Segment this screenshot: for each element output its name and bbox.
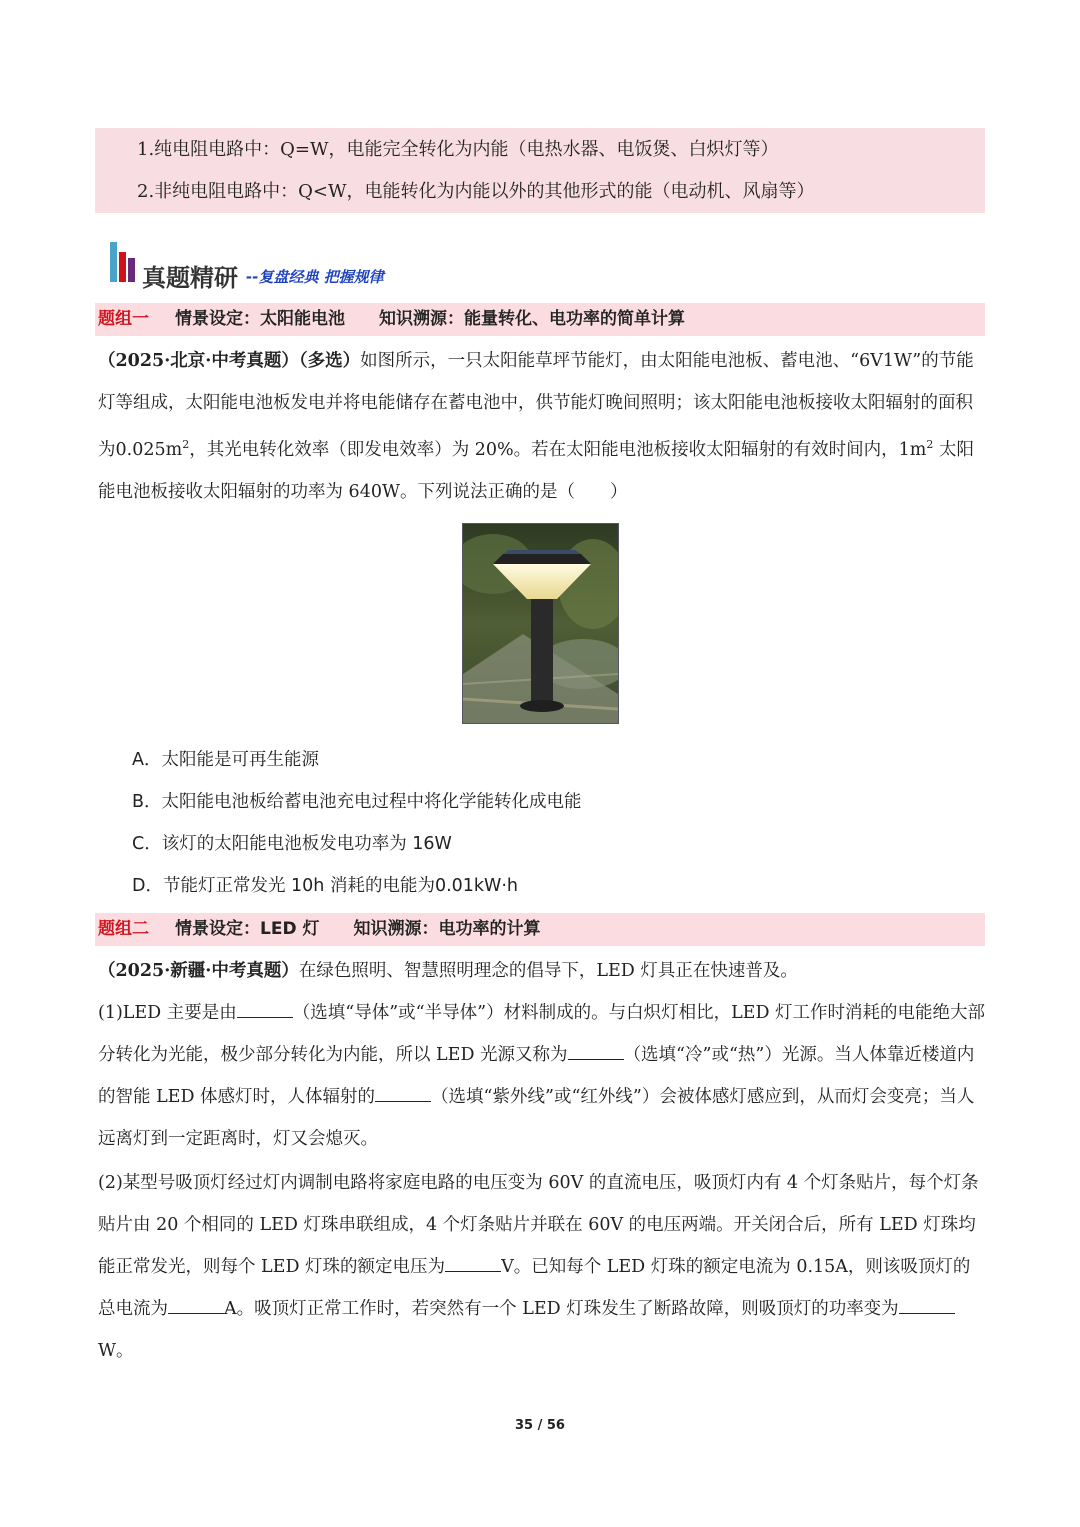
group2-intro	[98, 950, 986, 992]
summary-line-1: 1.纯电阻电路中：Q=W，电能完全转化为内能（电热水器、电饭煲、白炽灯等）	[137, 139, 779, 160]
group2-part2	[98, 1162, 986, 1372]
group1-source: （2025·北京·中考真题）（多选）	[98, 351, 361, 371]
summary-line-2: 2.非纯电阻电路中：Q<W，电能转化为内能以外的其他形式的能（电动机、风扇等）	[137, 181, 815, 202]
group2-p2-d: W。	[98, 1341, 134, 1361]
answer-blank-5[interactable]	[168, 1297, 224, 1314]
group2-source: （2025·新疆·中考真题）	[98, 961, 299, 981]
solar-lamp-photo	[462, 523, 619, 724]
group2-bar	[95, 913, 985, 946]
section-header	[108, 240, 608, 290]
group1-stem-a: 如图所示，一只太阳能草坪节能灯，由太阳能电池板、蓄电池、“6V1W”的节能灯等组成，太阳能电池板发电并将电能储存在蓄电池中，供节能灯晚间照明；该太阳能电池板接收太阳辐射的面积为0.025m	[98, 351, 974, 460]
answer-blank-2[interactable]	[568, 1043, 624, 1060]
answer-blank-6[interactable]	[899, 1297, 955, 1314]
group1-option-b: B．太阳能电池板给蓄电池充电过程中将化学能转化成电能	[132, 792, 582, 812]
group2-p1-b: （选填“导体”或“半导体”）材料制成的。与白炽灯相比，LED 灯工作时消耗的电能绝大部分转化为光能，极少部分转化为内能，所以 LED 光源又称为	[98, 1003, 986, 1065]
group1-option-c: C．该灯的太阳能电池板发电功率为 16W	[132, 834, 452, 854]
group2-tag: 题组二	[98, 919, 149, 939]
group1-heading: 情景设定：太阳能电池 知识溯源：能量转化、电功率的简单计算	[175, 309, 685, 329]
group2-p1-a: (1)LED 主要是由	[98, 1003, 237, 1023]
section-subtitle: --复盘经典 把握规律	[246, 268, 384, 286]
group1-sup-2: 2	[926, 438, 934, 451]
group2-p2-a: (2)某型号吸顶灯经过灯内调制电路将家庭电路的电压变为 60V 的直流电压，吸顶灯内有 4 个灯条贴片，每个灯条贴片由 20 个相同的 LED 灯珠串联组成，4 个灯条贴片并联在 60V 的电压两端。开关闭合后，所有 LED 灯珠均能正常发光，则每个 LED 灯珠的额定电压为	[98, 1173, 979, 1277]
group1-sup-1: 2	[182, 438, 190, 451]
group2-p1-c: （选填“冷”或“热”）光源。当人体靠近楼道内的智能 LED 体感灯时，人体辐射的	[98, 1045, 975, 1107]
section-title: 真题精研	[142, 264, 238, 292]
group2-heading: 情景设定：LED 灯 知识溯源：电功率的计算	[175, 919, 541, 939]
group2-intro-text: 在绿色照明、智慧照明理念的倡导下，LED 灯具正在快速普及。	[298, 961, 798, 981]
group1-stem-b: ，其光电转化效率（即发电效率）为 20%。若在太阳能电池板接收太阳辐射的有效时间内，1m	[189, 439, 927, 460]
summary-box	[95, 128, 985, 213]
group1-question	[98, 340, 986, 513]
group1-bar	[95, 303, 985, 336]
group1-stem-c: 太阳能电池板接收太阳辐射的功率为 640W。下列说法正确的是（ ）	[98, 439, 974, 502]
group2-p1-d: （选填“紫外线”或“红外线”）会被体感灯感应到，从而灯会变亮；当人远离灯到一定距离时，灯又会熄灭。	[98, 1087, 975, 1149]
group1-option-d: D．节能灯正常发光 10h 消耗的电能为0.01kW·h	[132, 876, 519, 896]
page-number: 35 / 56	[515, 1418, 565, 1433]
answer-blank-4[interactable]	[445, 1255, 501, 1272]
group2-p2-c: A。吸顶灯正常工作时，若突然有一个 LED 灯珠发生了断路故障，则吸顶灯的功率变为	[224, 1299, 899, 1319]
group2-p2-b: V。已知每个 LED 灯珠的额定电流为 0.15A，则该吸顶灯的总电流为	[98, 1257, 971, 1319]
answer-blank-1[interactable]	[237, 1001, 293, 1018]
answer-blank-3[interactable]	[375, 1085, 431, 1102]
group1-tag: 题组一	[98, 309, 149, 329]
group2-part1	[98, 992, 986, 1160]
group1-option-a: A．太阳能是可再生能源	[132, 750, 319, 770]
